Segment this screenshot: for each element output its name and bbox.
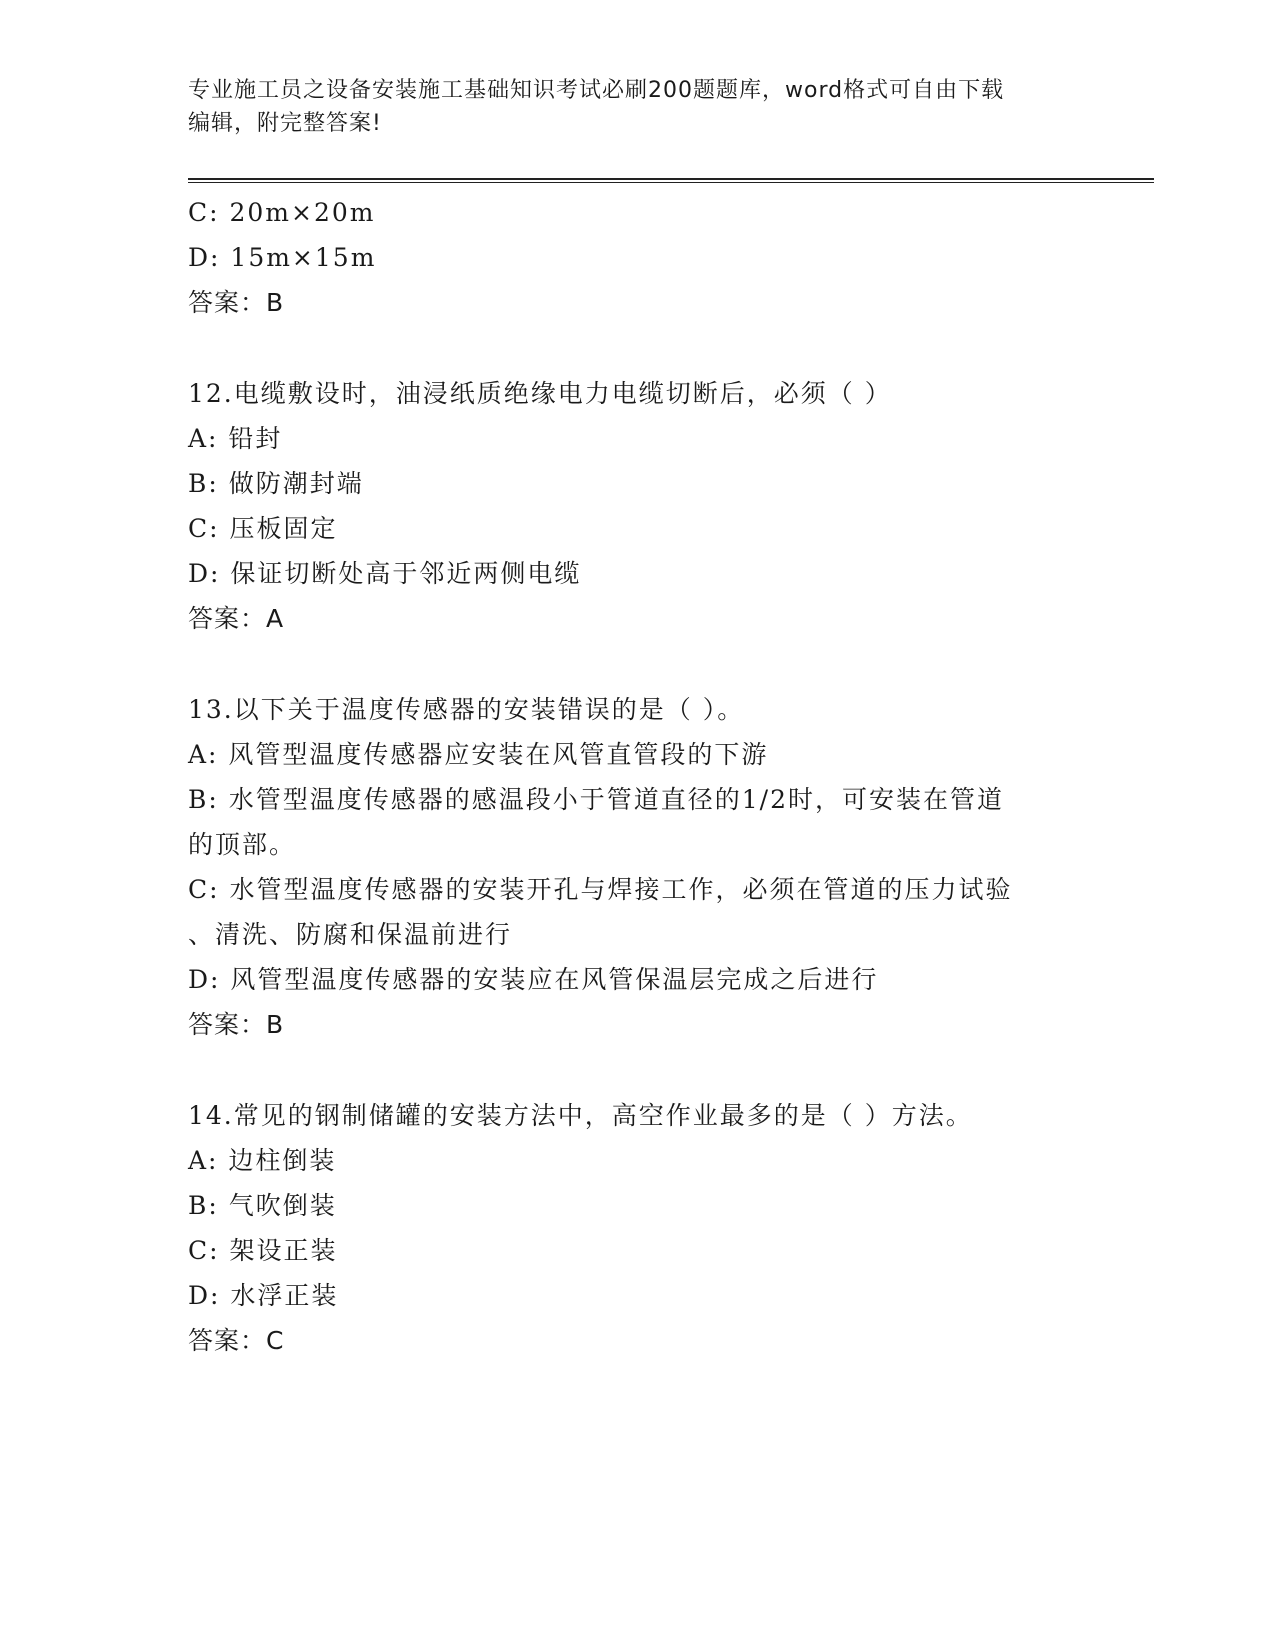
option-a: A: 铅封 bbox=[188, 424, 283, 453]
option-c: C: 压板固定 bbox=[188, 514, 338, 543]
option-b: B: 做防潮封端 bbox=[188, 469, 364, 498]
answer-line: 答案：A bbox=[188, 604, 285, 633]
question-stem: 13.以下关于温度传感器的安装错误的是（ ）。 bbox=[188, 695, 745, 724]
header-rule-thick bbox=[188, 178, 1154, 180]
option-c: C: 20m×20m bbox=[188, 198, 376, 227]
option-d: D: 风管型温度传感器的安装应在风管保温层完成之后进行 bbox=[188, 965, 879, 994]
question-list bbox=[188, 190, 1088, 1363]
option-d: D: 水浮正装 bbox=[188, 1281, 339, 1310]
option-a: A: 风管型温度传感器应安装在风管直管段的下游 bbox=[188, 740, 769, 769]
question-14 bbox=[188, 1093, 1088, 1363]
option-b-continued: 的顶部。 bbox=[188, 830, 297, 859]
option-d: D: 保证切断处高于邻近两侧电缆 bbox=[188, 559, 582, 588]
header-line-2: 编辑，附完整答案! bbox=[188, 111, 382, 136]
question-stem: 14.常见的钢制储罐的安装方法中，高空作业最多的是（ ）方法。 bbox=[188, 1101, 973, 1130]
question-stem: 12.电缆敷设时，油浸纸质绝缘电力电缆切断后，必须（ ） bbox=[188, 379, 892, 408]
option-c: C: 架设正装 bbox=[188, 1236, 338, 1265]
question-12 bbox=[188, 371, 1088, 641]
question-13 bbox=[188, 687, 1088, 1047]
option-b: B: 水管型温度传感器的感温段小于管道直径的1/2时，可安装在管道 bbox=[188, 785, 1004, 814]
answer-line: 答案：C bbox=[188, 1326, 285, 1355]
header-rule-thin bbox=[188, 182, 1154, 183]
question-11-tail bbox=[188, 190, 1088, 325]
option-c: C: 水管型温度传感器的安装开孔与焊接工作，必须在管道的压力试验 bbox=[188, 875, 1013, 904]
option-d: D: 15m×15m bbox=[188, 243, 377, 272]
answer-line: 答案：B bbox=[188, 288, 285, 317]
answer-line: 答案：B bbox=[188, 1010, 285, 1039]
option-b: B: 气吹倒装 bbox=[188, 1191, 337, 1220]
option-a: A: 边柱倒装 bbox=[188, 1146, 337, 1175]
header-line-1: 专业施工员之设备安装施工基础知识考试必刷200题题库，word格式可自由下载 bbox=[188, 78, 1005, 103]
option-c-continued: 、清洗、防腐和保温前进行 bbox=[188, 920, 513, 949]
document-header bbox=[188, 74, 1088, 140]
